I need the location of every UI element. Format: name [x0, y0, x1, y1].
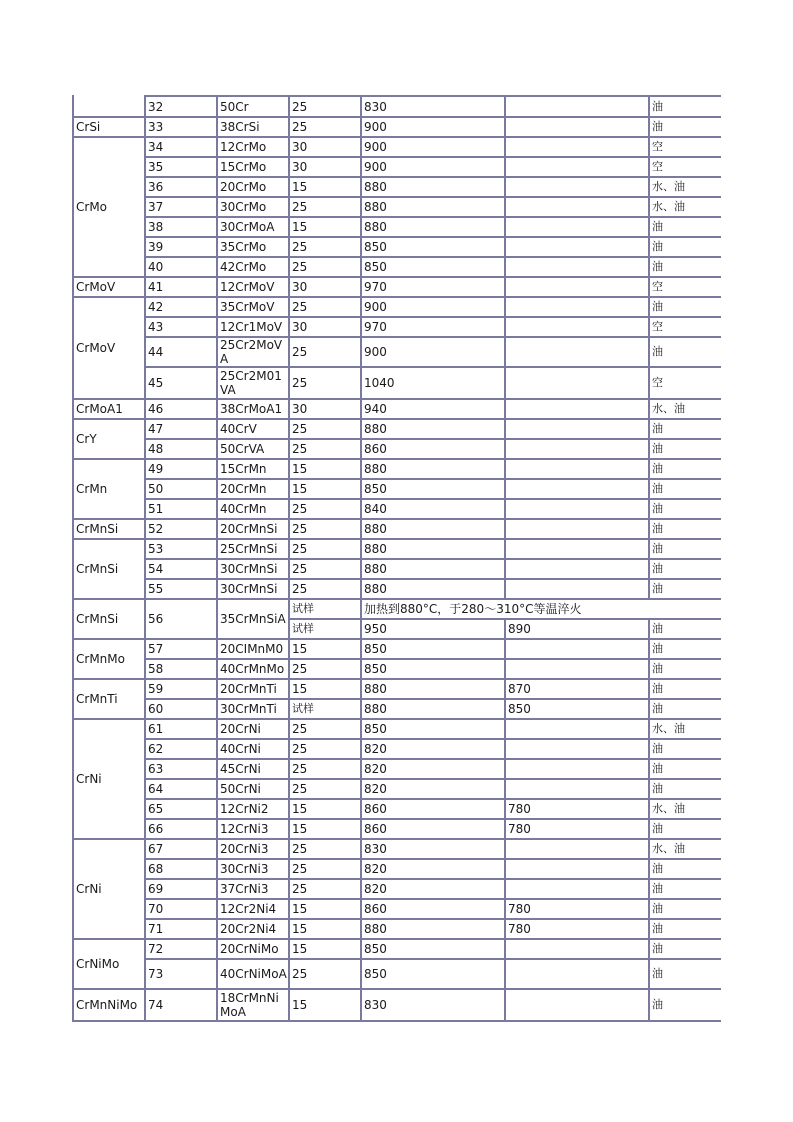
- quench-temp-cell: 加热到880°C，于280～310°C等温淬火: [364, 602, 582, 616]
- second-temp-cell: [506, 278, 648, 296]
- quench-temp-cell: 850: [364, 967, 387, 981]
- specimen-size-cell: 25: [292, 842, 308, 856]
- second-temp-cell: [506, 720, 648, 738]
- second-temp-cell: [506, 158, 648, 176]
- quench-temp-cell: 830: [364, 99, 387, 114]
- serial-number-cell: 68: [148, 862, 164, 876]
- cooling-medium-cell: 油: [652, 582, 663, 595]
- second-temp-cell: [506, 218, 648, 236]
- steel-group-label: CrMnSi: [76, 522, 119, 536]
- second-temp-cell: [506, 138, 648, 156]
- quench-temp-cell: 880: [364, 582, 387, 596]
- cooling-medium-cell: 空: [652, 160, 663, 173]
- specimen-size-cell: 25: [292, 562, 308, 576]
- row-border-line: [288, 1020, 362, 1022]
- steel-group-label: CrMnMo: [76, 652, 125, 666]
- cooling-medium-cell: 油: [652, 522, 663, 535]
- second-temp-cell: [506, 400, 648, 418]
- specimen-size-cell: 25: [292, 376, 308, 390]
- cooling-medium-cell: 油: [652, 642, 663, 655]
- second-temp-cell: 780: [508, 922, 531, 936]
- specimen-size-cell: 25: [292, 782, 308, 796]
- steel-grade-cell: 40CrMn: [220, 502, 267, 516]
- serial-number-cell: 67: [148, 842, 164, 856]
- quench-temp-cell: 860: [364, 822, 387, 836]
- second-temp-cell: [506, 298, 648, 316]
- second-temp-cell: [506, 560, 648, 578]
- quench-temp-cell: 820: [364, 742, 387, 756]
- quench-temp-cell: 860: [364, 802, 387, 816]
- steel-grade-cell: 40CrMnMo: [220, 662, 285, 676]
- second-temp-cell: [506, 338, 648, 366]
- serial-number-cell: 74: [148, 998, 164, 1012]
- second-temp-cell: 780: [508, 802, 531, 816]
- serial-number-cell: 66: [148, 822, 164, 836]
- second-temp-cell: [506, 640, 648, 658]
- serial-number-cell: 57: [148, 642, 164, 656]
- quench-temp-cell: 880: [364, 180, 387, 194]
- quench-temp-cell: 900: [364, 120, 387, 134]
- quench-temp-cell: 940: [364, 402, 387, 416]
- serial-number-cell: 33: [148, 120, 164, 134]
- steel-grade-cell: 35CrMnSiA: [220, 612, 286, 626]
- heat-treatment-table: [72, 95, 721, 1021]
- specimen-size-cell: 25: [292, 542, 308, 556]
- steel-grade-cell: 40CrNi: [220, 742, 261, 756]
- steel-grade-cell: 20CrNiMo: [220, 942, 279, 956]
- steel-group-label: CrMoA1: [76, 402, 123, 416]
- specimen-size-cell: 25: [292, 442, 308, 456]
- quench-temp-cell: 880: [364, 542, 387, 556]
- specimen-size-cell: 30: [292, 140, 308, 154]
- serial-number-cell: 34: [148, 140, 164, 154]
- cooling-medium-cell: 油: [652, 220, 663, 233]
- cooling-medium-cell: 油: [652, 702, 663, 715]
- row-border-line: [648, 1020, 721, 1022]
- specimen-size-cell: 15: [292, 942, 308, 956]
- quench-temp-cell: 1040: [364, 376, 395, 390]
- quench-temp-cell: 880: [364, 682, 387, 696]
- second-temp-cell: [506, 840, 648, 858]
- second-temp-cell: 780: [508, 822, 531, 836]
- steel-grade-cell: 42CrMo: [220, 260, 267, 274]
- steel-grade-cell: 30CrMo: [220, 200, 267, 214]
- steel-group-label: CrMn: [76, 482, 108, 496]
- steel-grade-cell: 25Cr2MoVA: [220, 338, 283, 366]
- specimen-size-cell: 25: [292, 862, 308, 876]
- cooling-medium-cell: 油: [652, 967, 663, 980]
- quench-temp-cell: 880: [364, 220, 387, 234]
- second-temp-cell: [506, 480, 648, 498]
- specimen-size-cell: 30: [292, 280, 308, 294]
- quench-temp-cell: 850: [364, 642, 387, 656]
- row-border-line: [216, 1020, 290, 1022]
- serial-number-cell: 40: [148, 260, 164, 274]
- specimen-size-cell: 25: [292, 522, 308, 536]
- cooling-medium-cell: 油: [652, 260, 663, 273]
- serial-number-cell: 47: [148, 422, 164, 436]
- row-border-line: [504, 1020, 650, 1022]
- steel-grade-cell: 30CrMnSi: [220, 582, 278, 596]
- quench-temp-cell: 880: [364, 702, 387, 716]
- specimen-size-cell: 25: [292, 762, 308, 776]
- serial-number-cell: 35: [148, 160, 164, 174]
- cooling-medium-cell: 水、油: [652, 842, 685, 855]
- steel-grade-cell: 15CrMn: [220, 462, 267, 476]
- cooling-medium-cell: 油: [652, 942, 663, 955]
- cooling-medium-cell: 空: [652, 320, 663, 333]
- steel-grade-cell: 30CrMnTi: [220, 702, 277, 716]
- cooling-medium-cell: 油: [652, 462, 663, 475]
- steel-group-label: CrMnSi: [76, 612, 119, 626]
- specimen-size-cell: 25: [292, 502, 308, 516]
- second-temp-cell: 780: [508, 902, 531, 916]
- steel-grade-cell: 12CrNi2: [220, 802, 269, 816]
- row-border-line: [144, 1020, 218, 1022]
- steel-grade-cell: 20CrMnSi: [220, 522, 278, 536]
- serial-number-cell: 59: [148, 682, 164, 696]
- specimen-size-cell: 25: [292, 722, 308, 736]
- steel-grade-cell: 40CrV: [220, 422, 257, 436]
- second-temp-cell: [506, 940, 648, 958]
- steel-grade-cell: 40CrNiMoA: [220, 967, 287, 981]
- steel-group-label: CrY: [76, 432, 97, 446]
- cooling-medium-cell: 油: [652, 99, 663, 113]
- cooling-medium-cell: 水、油: [652, 802, 685, 815]
- steel-grade-cell: 25Cr2M01VA: [220, 369, 282, 397]
- serial-number-cell: 71: [148, 922, 164, 936]
- specimen-size-cell: 25: [292, 240, 308, 254]
- quench-temp-cell: 860: [364, 902, 387, 916]
- serial-number-cell: 72: [148, 942, 164, 956]
- second-temp-cell: 890: [508, 622, 531, 636]
- cooling-medium-cell: 油: [652, 482, 663, 495]
- steel-grade-cell: 18CrMnNiMoA: [220, 991, 279, 1019]
- second-temp-cell: [506, 500, 648, 518]
- specimen-size-cell: 25: [292, 582, 308, 596]
- specimen-size-cell: 25: [292, 967, 308, 981]
- specimen-size-cell: 25: [292, 345, 308, 359]
- serial-number-cell: 49: [148, 462, 164, 476]
- quench-temp-cell: 820: [364, 862, 387, 876]
- serial-number-cell: 58: [148, 662, 164, 676]
- steel-grade-cell: 12Cr2Ni4: [220, 902, 277, 916]
- serial-number-cell: 52: [148, 522, 164, 536]
- specimen-size-cell: 30: [292, 402, 308, 416]
- steel-grade-cell: 12Cr1MoV: [220, 320, 283, 334]
- specimen-size-cell: 30: [292, 160, 308, 174]
- second-temp-cell: [506, 97, 648, 116]
- second-temp-cell: [506, 760, 648, 778]
- second-temp-cell: [506, 540, 648, 558]
- second-temp-cell: [506, 960, 648, 988]
- cooling-medium-cell: 油: [652, 345, 663, 358]
- serial-number-cell: 45: [148, 376, 164, 390]
- cooling-medium-cell: 油: [652, 240, 663, 253]
- specimen-size-cell: 15: [292, 802, 308, 816]
- quench-temp-cell: 850: [364, 942, 387, 956]
- quench-temp-cell: 970: [364, 320, 387, 334]
- serial-number-cell: 61: [148, 722, 164, 736]
- steel-grade-cell: 20CrMo: [220, 180, 267, 194]
- quench-temp-cell: 830: [364, 998, 387, 1012]
- steel-grade-cell: 20Cr2Ni4: [220, 922, 277, 936]
- second-temp-cell: [506, 198, 648, 216]
- serial-number-cell: 54: [148, 562, 164, 576]
- cooling-medium-cell: 水、油: [652, 722, 685, 735]
- steel-grade-cell: 25CrMnSi: [220, 542, 278, 556]
- serial-number-cell: 37: [148, 200, 164, 214]
- serial-number-cell: 38: [148, 220, 164, 234]
- cooling-medium-cell: 空: [652, 280, 663, 293]
- serial-number-cell: 43: [148, 320, 164, 334]
- serial-number-cell: 36: [148, 180, 164, 194]
- specimen-size-cell: 25: [292, 200, 308, 214]
- steel-grade-cell: 15CrMo: [220, 160, 267, 174]
- cooling-medium-cell: 油: [652, 742, 663, 755]
- specimen-size-cell: 15: [292, 922, 308, 936]
- quench-temp-cell: 880: [364, 562, 387, 576]
- second-temp-cell: [506, 118, 648, 136]
- specimen-size-cell: 25: [292, 99, 308, 114]
- steel-grade-cell: 38CrSi: [220, 120, 260, 134]
- second-temp-cell: [506, 178, 648, 196]
- cooling-medium-cell: 油: [652, 862, 663, 875]
- second-temp-cell: [506, 580, 648, 598]
- steel-grade-cell: 20CrMnTi: [220, 682, 277, 696]
- steel-group-label: CrMnNiMo: [76, 998, 138, 1012]
- quench-temp-cell: 850: [364, 240, 387, 254]
- steel-grade-cell: 37CrNi3: [220, 882, 269, 896]
- cooling-medium-cell: 油: [652, 542, 663, 555]
- serial-number-cell: 73: [148, 967, 164, 981]
- specimen-size-cell: 15: [292, 902, 308, 916]
- quench-temp-cell: 860: [364, 442, 387, 456]
- steel-group-label: CrMoV: [76, 341, 116, 355]
- steel-grade-cell: 45CrNi: [220, 762, 261, 776]
- serial-number-cell: 65: [148, 802, 164, 816]
- steel-grade-cell: 50CrNi: [220, 782, 261, 796]
- steel-group-label: CrMo: [76, 200, 108, 214]
- specimen-size-cell: 15: [292, 822, 308, 836]
- second-temp-cell: [506, 420, 648, 438]
- cooling-medium-cell: 空: [652, 140, 663, 153]
- group-border-line: [72, 1020, 146, 1022]
- quench-temp-cell: 850: [364, 482, 387, 496]
- specimen-size-cell: 15: [292, 682, 308, 696]
- specimen-size-cell: 试样: [292, 602, 314, 615]
- specimen-size-cell: 15: [292, 180, 308, 194]
- second-temp-cell: [506, 238, 648, 256]
- serial-number-cell: 39: [148, 240, 164, 254]
- steel-group-label: CrNi: [76, 882, 102, 896]
- second-temp-cell: [506, 318, 648, 336]
- cooling-medium-cell: 油: [652, 762, 663, 775]
- specimen-size-cell: 25: [292, 120, 308, 134]
- steel-grade-cell: 38CrMoA1: [220, 402, 283, 416]
- second-temp-cell: [506, 368, 648, 398]
- quench-temp-cell: 880: [364, 422, 387, 436]
- steel-group-label: [74, 97, 144, 116]
- quench-temp-cell: 880: [364, 200, 387, 214]
- serial-number-cell: 62: [148, 742, 164, 756]
- second-temp-cell: [506, 440, 648, 458]
- specimen-size-cell: 15: [292, 220, 308, 234]
- steel-grade-cell: 12CrNi3: [220, 822, 269, 836]
- quench-temp-cell: 820: [364, 782, 387, 796]
- serial-number-cell: 56: [148, 612, 164, 626]
- quench-temp-cell: 950: [364, 622, 387, 636]
- quench-temp-cell: 850: [364, 662, 387, 676]
- steel-grade-cell: 20CrMn: [220, 482, 267, 496]
- quench-temp-cell: 880: [364, 922, 387, 936]
- quench-temp-cell: 900: [364, 345, 387, 359]
- quench-temp-cell: 880: [364, 462, 387, 476]
- serial-number-cell: 46: [148, 402, 164, 416]
- second-temp-cell: [506, 780, 648, 798]
- second-temp-cell: 850: [508, 702, 531, 716]
- quench-temp-cell: 900: [364, 160, 387, 174]
- serial-number-cell: 60: [148, 702, 164, 716]
- serial-number-cell: 51: [148, 502, 164, 516]
- serial-number-cell: 55: [148, 582, 164, 596]
- serial-number-cell: 53: [148, 542, 164, 556]
- specimen-size-cell: 15: [292, 998, 308, 1012]
- steel-group-label: CrMnSi: [76, 562, 119, 576]
- cooling-medium-cell: 水、油: [652, 180, 685, 193]
- second-temp-cell: [506, 258, 648, 276]
- second-temp-cell: [506, 740, 648, 758]
- specimen-size-cell: 15: [292, 482, 308, 496]
- steel-group-label: CrSi: [76, 120, 101, 134]
- steel-grade-cell: 30CrMoA: [220, 220, 275, 234]
- steel-group-label: CrMoV: [76, 280, 116, 294]
- serial-number-cell: 42: [148, 300, 164, 314]
- second-temp-cell: [506, 880, 648, 898]
- quench-temp-cell: 900: [364, 140, 387, 154]
- second-temp-cell: [506, 990, 648, 1020]
- cooling-medium-cell: 油: [652, 622, 663, 635]
- cooling-medium-cell: 油: [652, 682, 663, 695]
- specimen-size-cell: 试样: [292, 622, 314, 635]
- steel-grade-cell: 30CrNi3: [220, 862, 269, 876]
- steel-group-label: CrNi: [76, 772, 102, 786]
- second-temp-cell: [506, 520, 648, 538]
- specimen-size-cell: 试样: [292, 702, 314, 715]
- serial-number-cell: 64: [148, 782, 164, 796]
- serial-number-cell: 63: [148, 762, 164, 776]
- quench-temp-cell: 900: [364, 300, 387, 314]
- cooling-medium-cell: 油: [652, 562, 663, 575]
- steel-group-label: CrNiMo: [76, 957, 120, 971]
- quench-temp-cell: 970: [364, 280, 387, 294]
- specimen-size-cell: 25: [292, 882, 308, 896]
- cooling-medium-cell: 油: [652, 422, 663, 435]
- serial-number-cell: 41: [148, 280, 164, 294]
- quench-temp-cell: 880: [364, 522, 387, 536]
- steel-grade-cell: 20CrNi3: [220, 842, 269, 856]
- cooling-medium-cell: 空: [652, 376, 663, 389]
- quench-temp-cell: 820: [364, 882, 387, 896]
- specimen-size-cell: 15: [292, 642, 308, 656]
- row-border-line: [360, 1020, 506, 1022]
- steel-grade-cell: 35CrMo: [220, 240, 267, 254]
- steel-grade-cell: 30CrMnSi: [220, 562, 278, 576]
- steel-grade-cell: 35CrMoV: [220, 300, 275, 314]
- cooling-medium-cell: 油: [652, 882, 663, 895]
- second-temp-cell: [506, 860, 648, 878]
- specimen-size-cell: 30: [292, 320, 308, 334]
- cooling-medium-cell: 油: [652, 662, 663, 675]
- steel-group-label: CrMnTi: [76, 692, 118, 706]
- cooling-medium-cell: 油: [652, 442, 663, 455]
- quench-temp-cell: 850: [364, 260, 387, 274]
- specimen-size-cell: 25: [292, 662, 308, 676]
- cooling-medium-cell: 油: [652, 902, 663, 915]
- serial-number-cell: 48: [148, 442, 164, 456]
- serial-number-cell: 69: [148, 882, 164, 896]
- cooling-medium-cell: 油: [652, 502, 663, 515]
- cooling-medium-cell: 油: [652, 782, 663, 795]
- cooling-medium-cell: 油: [652, 922, 663, 935]
- cooling-medium-cell: 油: [652, 998, 663, 1011]
- second-temp-cell: [506, 460, 648, 478]
- steel-grade-cell: 12CrMoV: [220, 280, 275, 294]
- quench-temp-cell: 830: [364, 842, 387, 856]
- cooling-medium-cell: 水、油: [652, 200, 685, 213]
- specimen-size-cell: 25: [292, 422, 308, 436]
- cooling-medium-cell: 水、油: [652, 402, 685, 415]
- serial-number-cell: 50: [148, 482, 164, 496]
- steel-grade-cell: 12CrMo: [220, 140, 267, 154]
- quench-temp-cell: 820: [364, 762, 387, 776]
- serial-number-cell: 32: [148, 99, 164, 114]
- steel-grade-cell: 50Cr: [220, 99, 249, 114]
- steel-grade-cell: 20CIMnM0: [220, 642, 284, 656]
- specimen-size-cell: 15: [292, 462, 308, 476]
- specimen-size-cell: 25: [292, 742, 308, 756]
- serial-number-cell: 44: [148, 345, 164, 359]
- steel-grade-cell: 50CrVA: [220, 442, 265, 456]
- quench-temp-cell: 840: [364, 502, 387, 516]
- specimen-size-cell: 25: [292, 300, 308, 314]
- second-temp-cell: [506, 660, 648, 678]
- cooling-medium-cell: 油: [652, 120, 663, 133]
- quench-temp-cell: 850: [364, 722, 387, 736]
- second-temp-cell: 870: [508, 682, 531, 696]
- cooling-medium-cell: 油: [652, 300, 663, 313]
- serial-number-cell: 70: [148, 902, 164, 916]
- specimen-size-cell: 25: [292, 260, 308, 274]
- steel-grade-cell: 20CrNi: [220, 722, 261, 736]
- cooling-medium-cell: 油: [652, 822, 663, 835]
